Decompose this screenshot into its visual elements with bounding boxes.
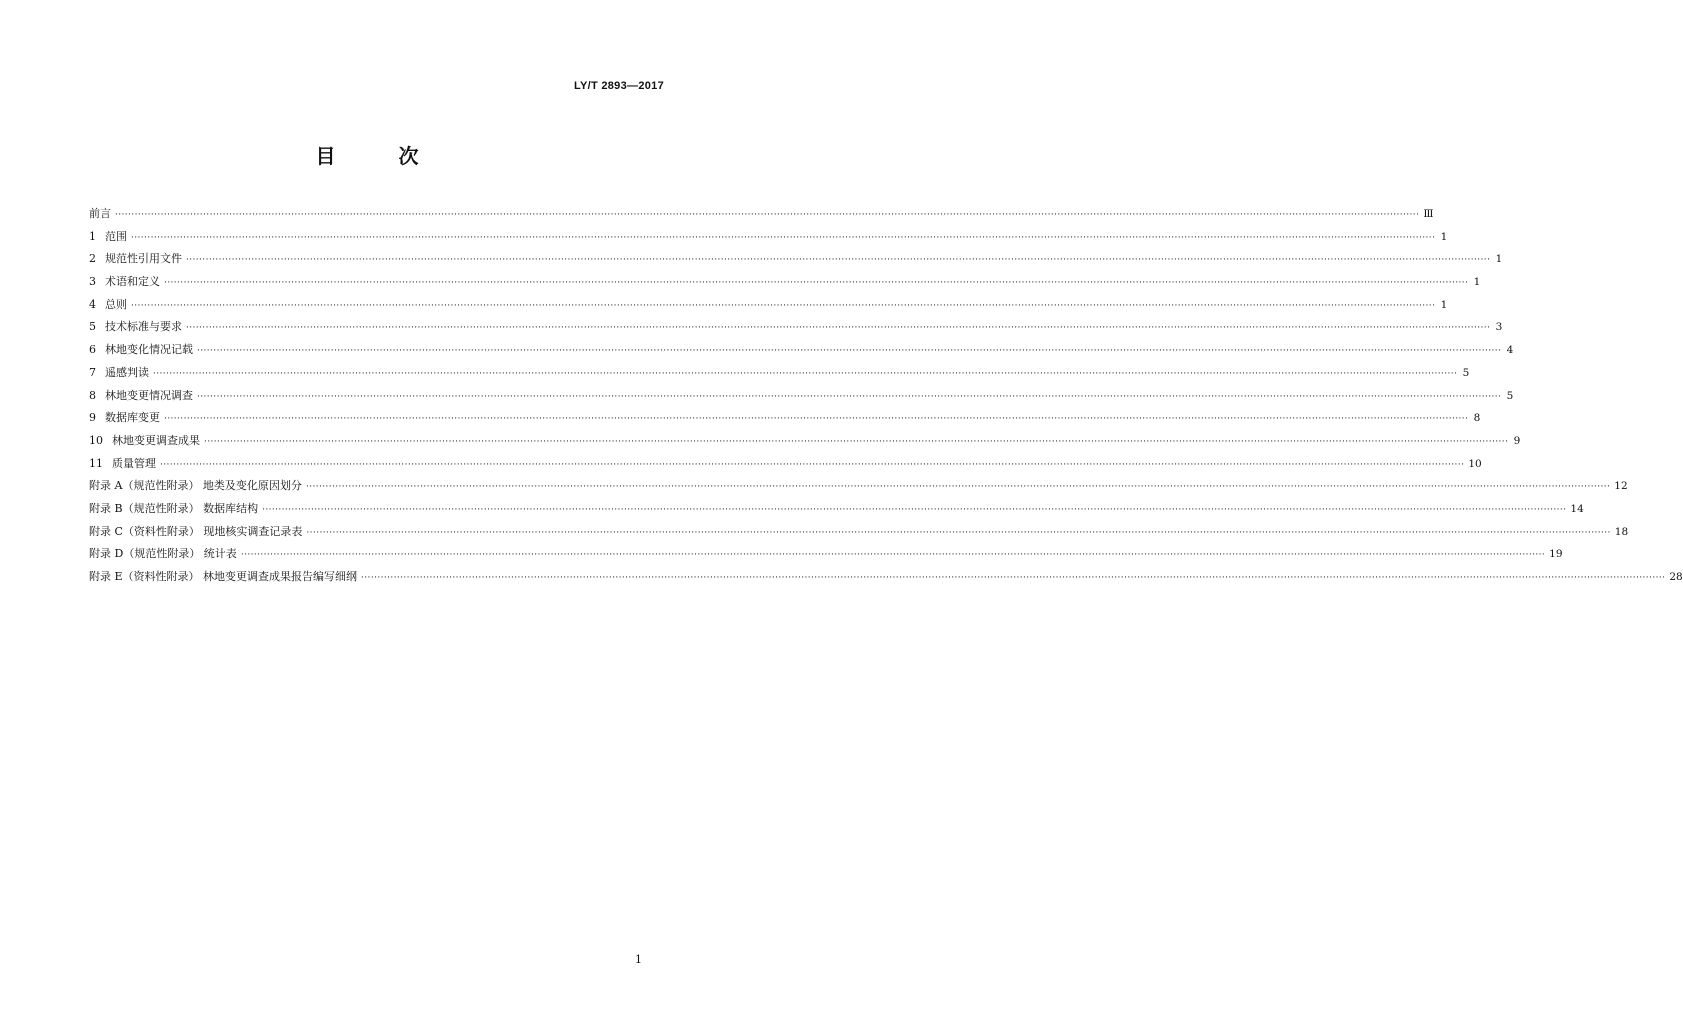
toc-entry[interactable]	[89, 521, 1629, 544]
toc-dot-leader: ················································································································································································································································································································································································································	[204, 436, 1509, 447]
toc-entry-label: 范围	[105, 229, 127, 243]
toc-dot-leader: ················································································································································································································································································································································································································	[186, 323, 1491, 334]
toc-entry-label: 林地变更调查成果	[112, 433, 200, 447]
toc-entry-page: 9	[1513, 434, 1521, 447]
toc-entry-number: 3	[89, 275, 96, 289]
toc-entry[interactable]	[89, 294, 1448, 317]
toc-entry-number: 7	[89, 365, 96, 379]
toc-entry[interactable]	[89, 498, 1584, 521]
toc-entry-label: 附录 D（规范性附录） 统计表	[89, 547, 237, 561]
toc-entry-page: 5	[1506, 389, 1514, 402]
toc-dot-leader: ················································································································································································································································································································································································································	[306, 527, 1611, 538]
toc-entry-number: 5	[89, 320, 96, 334]
document-code: LY/T 2893—2017	[573, 80, 664, 92]
toc-entry[interactable]	[89, 475, 1628, 498]
toc-entry-number: 6	[89, 343, 96, 357]
toc-dot-leader: ················································································································································································································································································································································································································	[164, 414, 1469, 425]
toc-entry-number: 2	[89, 252, 96, 266]
toc-dot-leader: ················································································································································································································································································································································································································	[153, 368, 1458, 379]
toc-entry-label: 林地变更情况调查	[105, 388, 193, 402]
toc-entry-page: 12	[1614, 480, 1628, 493]
page-number: 1	[635, 953, 642, 966]
toc-list	[89, 203, 1683, 589]
toc-entry-page: 4	[1506, 344, 1514, 357]
toc-dot-leader: ················································································································································································································································································································································································································	[262, 504, 1567, 515]
toc-title: 目 次	[315, 144, 447, 168]
toc-entry-number: 1	[89, 229, 96, 243]
toc-entry-page: 19	[1549, 548, 1563, 561]
toc-entry-page: 5	[1462, 366, 1470, 379]
toc-entry-label: 附录 B（规范性附录） 数据库结构	[89, 501, 259, 515]
toc-entry-page: 1	[1440, 230, 1448, 243]
toc-entry-page: 3	[1495, 321, 1503, 334]
toc-entry[interactable]	[89, 316, 1503, 339]
toc-dot-leader: ················································································································································································································································································································································································································	[115, 210, 1420, 220]
toc-entry-label: 遥感判读	[105, 365, 149, 379]
toc-dot-leader: ················································································································································································································································································································································································································	[305, 482, 1611, 493]
toc-dot-leader: ················································································································································································································································································································································································································	[160, 459, 1465, 470]
toc-entry[interactable]	[89, 566, 1683, 589]
toc-entry-label: 质量管理	[112, 456, 156, 470]
toc-entry-page: 10	[1468, 457, 1482, 470]
toc-entry-label: 总则	[105, 297, 127, 311]
toc-entry-label: 附录 E（资料性附录） 林地变更调查成果报告编写细纲	[89, 570, 358, 583]
toc-entry-page: 28	[1669, 571, 1683, 583]
toc-dot-leader: ················································································································································································································································································································································································································	[131, 300, 1436, 311]
toc-dot-leader: ················································································································································································································································································································································································································	[361, 573, 1666, 583]
toc-entry-label: 前言	[89, 207, 111, 220]
toc-entry-label: 规范性引用文件	[105, 252, 182, 266]
toc-dot-leader: ················································································································································································································································································································································································································	[197, 346, 1502, 357]
toc-entry-label: 林地变化情况记载	[105, 343, 193, 357]
toc-entry-number: 4	[89, 297, 96, 311]
toc-entry-page: 14	[1570, 502, 1584, 515]
toc-entry[interactable]	[89, 339, 1514, 362]
toc-entry-page: Ⅲ	[1423, 208, 1434, 220]
toc-dot-leader: ················································································································································································································································································································································································································	[197, 391, 1502, 402]
toc-entry[interactable]	[89, 362, 1470, 385]
toc-dot-leader: ················································································································································································································································································································································································································	[186, 255, 1491, 266]
toc-entry-label: 附录 C（资料性附录） 现地核实调查记录表	[89, 524, 303, 538]
toc-entry[interactable]	[89, 385, 1514, 408]
toc-entry-number: 11	[89, 456, 103, 470]
toc-entry-page: 1	[1473, 276, 1481, 289]
toc-dot-leader: ················································································································································································································································································································································································································	[240, 550, 1546, 561]
toc-entry-page: 1	[1495, 253, 1503, 266]
toc-entry-label: 术语和定义	[105, 275, 160, 289]
toc-entry-number: 8	[89, 388, 96, 402]
toc-entry-page: 1	[1440, 298, 1448, 311]
toc-entry[interactable]	[89, 248, 1503, 271]
toc-entry[interactable]	[89, 453, 1482, 476]
toc-entry-number: 9	[89, 411, 96, 425]
toc-entry-number: 10	[89, 433, 103, 447]
toc-entry[interactable]	[89, 543, 1563, 566]
toc-entry[interactable]	[89, 203, 1434, 226]
toc-entry-label: 数据库变更	[105, 411, 160, 425]
toc-entry[interactable]	[89, 226, 1448, 249]
toc-dot-leader: ················································································································································································································································································································································································································	[164, 278, 1469, 289]
toc-entry[interactable]	[89, 407, 1481, 430]
toc-entry-label: 附录 A（规范性附录） 地类及变化原因划分	[89, 479, 302, 493]
toc-entry[interactable]	[89, 430, 1521, 453]
toc-entry-label: 技术标准与要求	[105, 320, 182, 334]
toc-entry-page: 8	[1473, 412, 1481, 425]
toc-entry[interactable]	[89, 271, 1481, 294]
toc-dot-leader: ················································································································································································································································································································································································································	[131, 232, 1436, 243]
toc-entry-page: 18	[1614, 525, 1629, 538]
